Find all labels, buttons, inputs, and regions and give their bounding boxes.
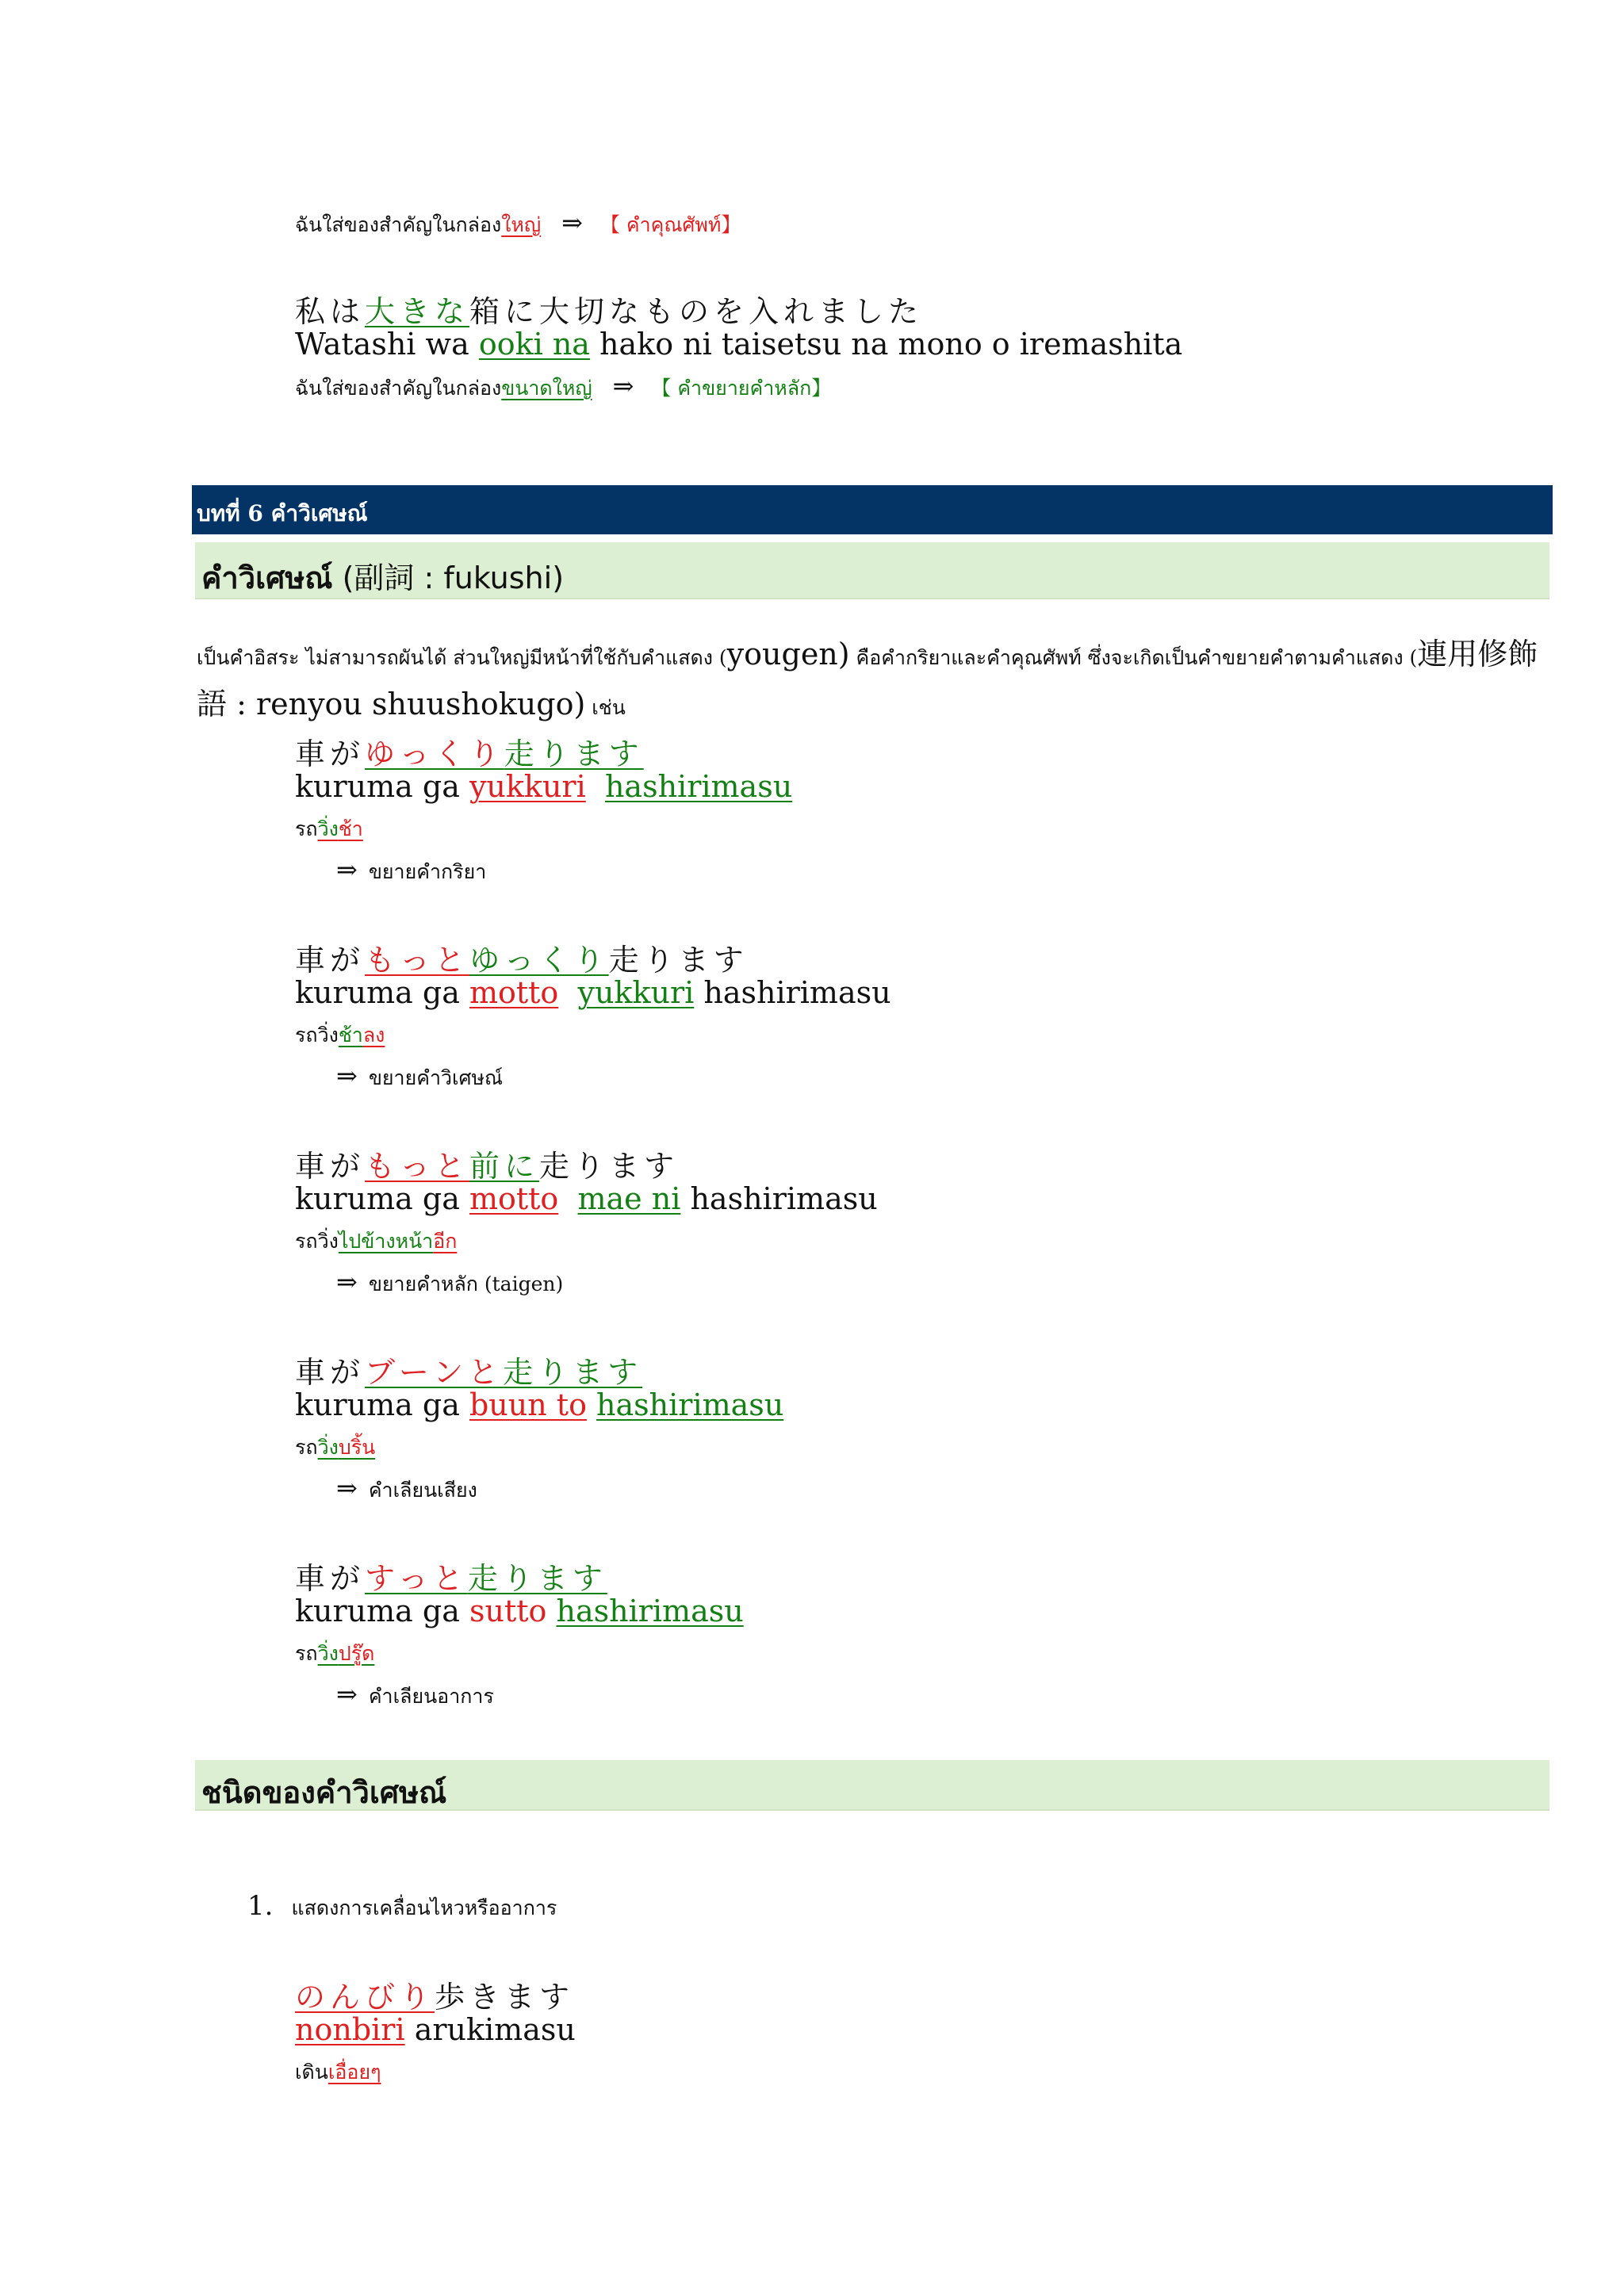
chapter-title: บทที่ 6 คำวิเศษณ์ xyxy=(197,500,368,526)
section-header-adverb-types xyxy=(195,1760,1549,1811)
chapter-header-bar xyxy=(192,485,1553,534)
section-header-adverb xyxy=(195,542,1549,599)
arrow-icon: ⇒ xyxy=(336,1267,358,1297)
thai-translation-modifier: ฉันใส่ของสำคัญในกล่องขนาดใหญ่ ⇒ 【 คำขยายคำหลัก】 xyxy=(295,371,832,401)
intro-paragraph: เป็นคำอิสระ ไม่สามารถผันได้ ส่วนใหญ่มีหน้าที่ใช้กับคำแสดง (yougen) คือคำกริยาและคำคุณศัพท์ ซึ่งจะเกิดเป็นคำขยายคำตามคำแสดง (連用修飾語 : renyou shuushokugo) เช่น xyxy=(197,637,1538,721)
example-note: ⇒ ขยายคำวิเศษณ์ xyxy=(336,1061,504,1091)
tag-adjective: 【 คำคุณศัพท์】 xyxy=(599,213,741,236)
example-japanese: 車がブーンと走ります xyxy=(295,1355,643,1390)
example-japanese: 車がもっとゆっくり走ります xyxy=(295,943,749,978)
arrow-icon: ⇒ xyxy=(336,1061,358,1091)
thai-translation-adjective: ฉันใส่ของสำคัญในกล่องใหญ่ ⇒ 【 คำคุณศัพท์】 xyxy=(295,208,741,238)
example-romaji: kuruma ga sutto hashirimasu xyxy=(295,1594,744,1628)
arrow-icon: ⇒ xyxy=(336,1679,358,1709)
list-item xyxy=(247,1890,557,1924)
example-romaji: kuruma ga yukkuri hashirimasu xyxy=(295,769,793,804)
example-thai: รถวิ่งบริ้น xyxy=(295,1436,376,1459)
example-note: ⇒ ขยายคำกริยา xyxy=(336,855,487,885)
section-title: คำวิเศษณ์ (副詞 : fukushi) xyxy=(201,561,565,595)
example-japanese: 車がすっと走ります xyxy=(295,1561,607,1596)
example-romaji: kuruma ga buun to hashirimasu xyxy=(295,1387,784,1422)
example-thai: รถวิ่งไปข้างหน้าอีก xyxy=(295,1230,458,1253)
list-item-number: 1. xyxy=(247,1890,274,1922)
example-romaji: nonbiri arukimasu xyxy=(295,2012,576,2047)
example-romaji: kuruma ga motto yukkuri hashirimasu xyxy=(295,975,891,1010)
tag-modifier: 【 คำขยายคำหลัก】 xyxy=(651,377,832,400)
arrow-icon: ⇒ xyxy=(336,855,358,885)
example-japanese: 車がもっと前に走ります xyxy=(295,1149,680,1184)
example-note: ⇒ ขยายคำหลัก (taigen) xyxy=(336,1267,564,1297)
example-japanese: 車がゆっくり走ります xyxy=(295,737,644,771)
japanese-sentence-top: 私は大きな箱に大切なものを入れました xyxy=(295,294,924,329)
list-item-text: แสดงการเคลื่อนไหวหรืออาการ xyxy=(291,1896,557,1919)
example-japanese: のんびり歩きます xyxy=(295,1980,575,2015)
arrow-icon: ⇒ xyxy=(336,1473,358,1503)
example-thai: เดินเอื่อยๆ xyxy=(295,2061,381,2084)
arrow-icon: ⇒ xyxy=(561,208,583,238)
example-note: ⇒ คำเลียนเสียง xyxy=(336,1473,477,1503)
example-thai: รถวิ่งช้าลง xyxy=(295,1024,385,1047)
section-title: ชนิดของคำวิเศษณ์ xyxy=(201,1775,447,1810)
arrow-icon: ⇒ xyxy=(612,371,634,401)
example-note: ⇒ คำเลียนอาการ xyxy=(336,1679,494,1709)
example-thai: รถวิ่งปรู๊ด xyxy=(295,1642,375,1665)
romaji-sentence-top: Watashi wa ooki na hako ni taisetsu na mono o iremashita xyxy=(295,327,1183,362)
example-romaji: kuruma ga motto mae ni hashirimasu xyxy=(295,1181,878,1216)
example-thai: รถวิ่งช้า xyxy=(295,817,363,840)
